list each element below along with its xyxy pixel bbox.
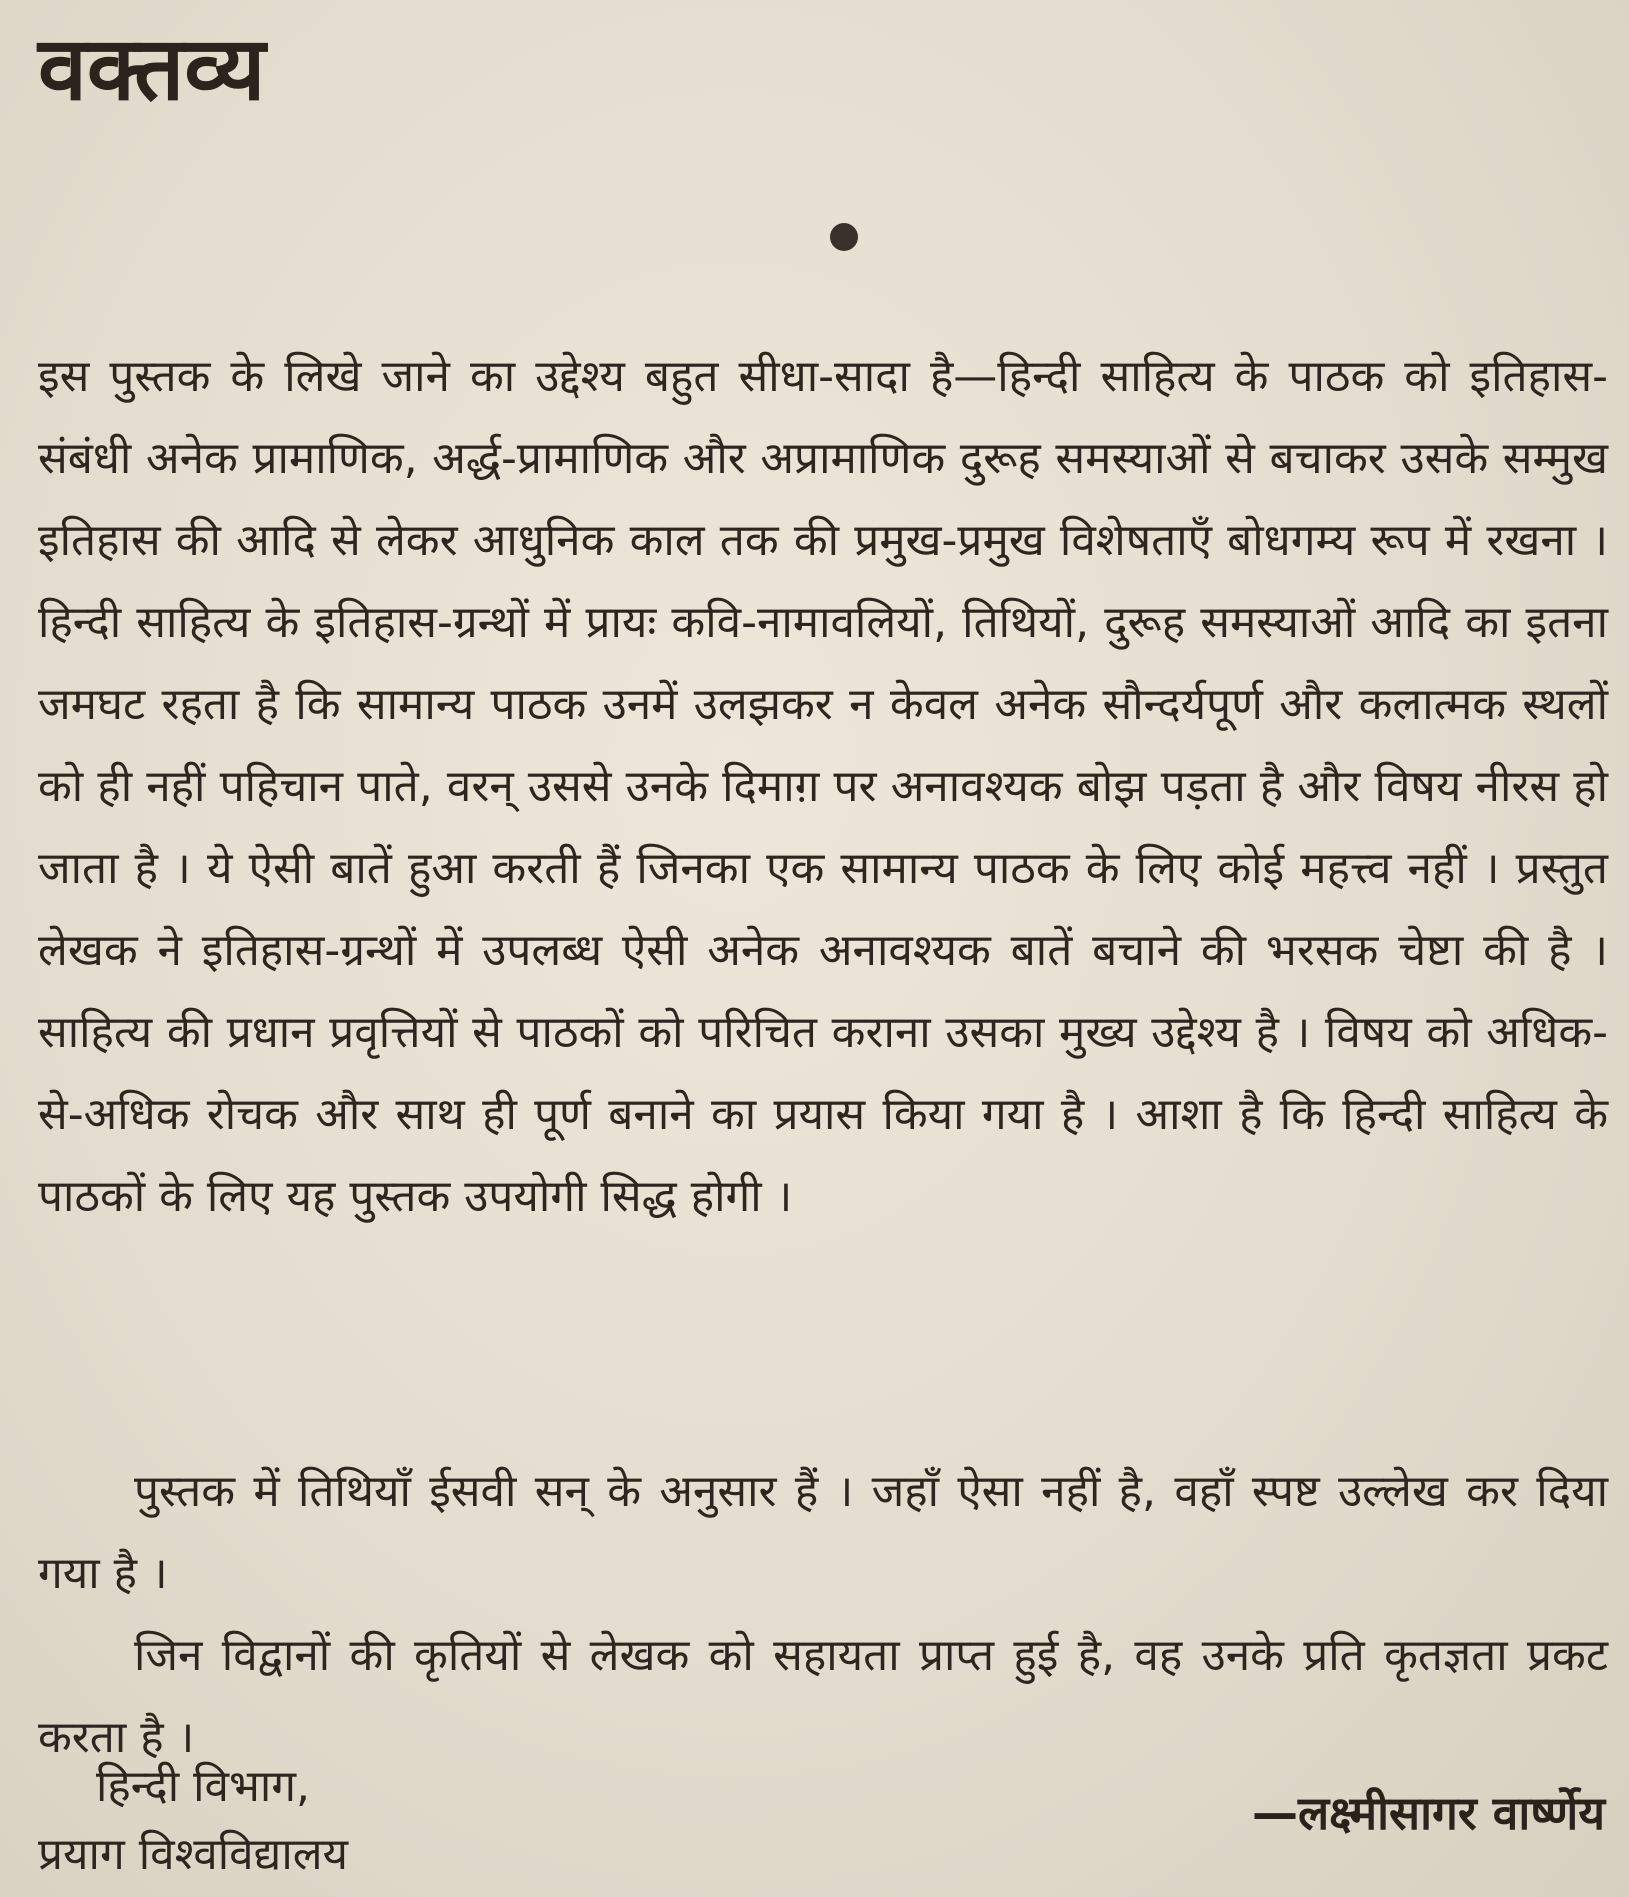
signoff-university: प्रयाग विश्वविद्यालय (38, 1829, 349, 1880)
signoff-department: हिन्दी विभाग, (96, 1761, 311, 1812)
bullet-dot-icon (830, 223, 858, 251)
paragraph-1: इस पुस्तक के लिखे जाने का उद्देश्य बहुत सीधा-सादा है—हिन्दी साहित्य के पाठक को इतिहास-संबंधी अनेक प्रामाणिक, अर्द्ध-प्रामाणिक और अप्रामाणिक दुरूह समस्याओं से बचाकर उसके सम्मुख इतिहास की आदि से लेकर आधुनिक काल तक की प्रमुख-प्रमुख विशेषताएँ बोधगम्य रूप में रखना । हिन्दी साहित्य के इतिहास-ग्रन्थों में प्रायः कवि-नामावलियों, तिथियों, दुरूह समस्याओं आदि का इतना जमघट रहता है कि सामान्य पाठक उनमें उलझकर न केवल अनेक सौन्दर्यपूर्ण और कलात्मक स्थलों को ही नहीं पहिचान पाते, वरन् उससे उनके दिमाग़ पर अनावश्यक बोझ पड़ता है और विषय नीरस हो जाता है । ये ऐसी बातें हुआ करती हैं जिनका एक सामान्य पाठक के लिए कोई महत्त्व नहीं । प्रस्तुत लेखक ने इतिहास-ग्रन्थों में उपलब्ध ऐसी अनेक अनावश्यक बातें बचाने की भरसक चेष्टा की है । साहित्य की प्रधान प्रवृत्तियों से पाठकों को परिचित कराना उसका मुख्य उद्देश्य है । विषय को अधिक-से-अधिक रोचक और साथ ही पूर्ण बनाने का प्रयास किया गया है । आशा है कि हिन्दी साहित्य के पाठकों के लिए यह पुस्तक उपयोगी सिद्ध होगी । (38, 351, 1608, 1222)
page-title: वक्तव्य (38, 17, 266, 120)
signoff-author: —लक्ष्मीसागर वार्ष्णेय (1251, 1786, 1605, 1840)
paragraph-3: जिन विद्वानों की कृतियों से लेखक को सहायता प्राप्त हुई है, वह उनके प्रति कृतज्ञता प्रकट करता है । (38, 1630, 1608, 1763)
paragraph-2: पुस्तक में तिथियाँ ईसवी सन् के अनुसार हैं । जहाँ ऐसा नहीं है, वहाँ स्पष्ट उल्लेख कर दिया गया है । (38, 1466, 1608, 1599)
